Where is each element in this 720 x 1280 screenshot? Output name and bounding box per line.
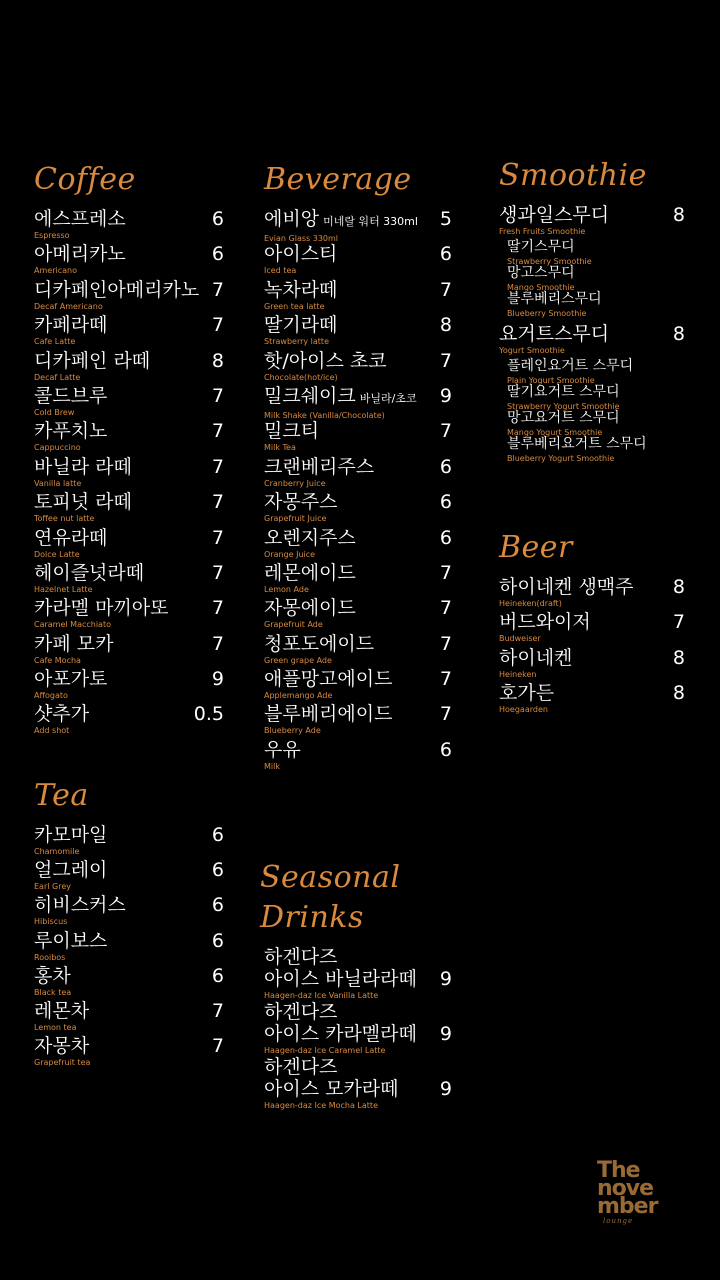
brand-logo: The nove mber lounge xyxy=(597,1158,658,1225)
menu-item xyxy=(34,527,224,562)
item-name-text: 버드와이저 xyxy=(499,611,591,634)
item-name-text: 자몽차 xyxy=(34,1035,90,1058)
item-english-name: Green grape Ade xyxy=(264,655,332,665)
item-name xyxy=(34,385,224,407)
item-name xyxy=(264,739,452,761)
item-price: 8 xyxy=(211,349,224,372)
item-english-name: Budweiser xyxy=(499,634,541,644)
item-name xyxy=(264,491,452,513)
smoothie-sub-item xyxy=(507,291,685,317)
item-name-text: 콜드브루 xyxy=(34,384,108,407)
item-name xyxy=(264,420,452,442)
item-english-name: Haagen-daz Ice Vanilla Latte xyxy=(264,991,379,1000)
item-english-name: Grapefruit tea xyxy=(34,1058,91,1068)
item-price: 7 xyxy=(439,349,452,372)
item-price: 9 xyxy=(439,1023,452,1045)
item-name xyxy=(499,576,685,598)
menu-item xyxy=(264,633,452,668)
menu-item xyxy=(34,633,224,668)
tea-title: Tea xyxy=(34,778,89,813)
item-name xyxy=(34,491,224,513)
item-price: 7 xyxy=(439,703,452,726)
menu-item xyxy=(499,576,685,611)
item-name-text: 헤이즐넛라떼 xyxy=(34,561,145,584)
item-name-text: 레몬에이드 xyxy=(264,561,356,584)
item-name-text: 샷추가 xyxy=(34,703,90,726)
item-price: 7 xyxy=(211,632,224,655)
item-price: 6 xyxy=(211,824,224,846)
menu-item xyxy=(34,243,224,278)
item-name-text: 카페 모카 xyxy=(34,632,114,655)
item-name-text: 자몽에이드 xyxy=(264,597,356,620)
item-english-name: Milk xyxy=(264,761,280,771)
item-name-text: 카모마일 xyxy=(34,824,108,846)
item-name-text: 연유라떼 xyxy=(34,526,108,549)
beer-list xyxy=(499,576,685,718)
beverage-title: Beverage xyxy=(264,162,412,197)
item-name xyxy=(264,703,452,725)
menu-item xyxy=(34,703,224,738)
item-price: 7 xyxy=(211,561,224,584)
menu-item xyxy=(34,965,224,1000)
item-name: 딸기요거트 스무디 xyxy=(507,384,620,400)
menu-item xyxy=(264,668,452,703)
item-price: 8 xyxy=(672,323,685,345)
item-name-text: 디카페인아메리카노 xyxy=(34,278,200,301)
item-name xyxy=(34,668,224,690)
item-name xyxy=(264,385,452,410)
item-name-line1: 하겐다즈 xyxy=(264,1001,338,1023)
smoothie-sub-list xyxy=(499,358,685,462)
beer-title: Beer xyxy=(499,530,573,565)
item-english-name: Haagen-daz Ice Caramel Latte xyxy=(264,1046,386,1055)
smoothie-sub-item xyxy=(507,358,685,384)
menu-item xyxy=(34,208,224,243)
item-english-name: Blueberry Smoothie xyxy=(507,309,587,318)
item-english-name: Yogurt Smoothie xyxy=(499,346,565,355)
item-english-name: Orange Juice xyxy=(264,549,316,559)
item-price: 9 xyxy=(439,384,452,407)
item-price: 7 xyxy=(672,611,685,634)
item-english-name: Add shot xyxy=(34,726,70,736)
item-name xyxy=(34,350,224,372)
menu-item xyxy=(34,668,224,703)
item-price: 8 xyxy=(672,576,685,598)
item-name-text: 토피넛 라떼 xyxy=(34,491,132,514)
item-name-text: 청포도에이드 xyxy=(264,632,375,655)
item-english-name: Strawberry latte xyxy=(264,337,329,347)
item-price: 9 xyxy=(211,668,224,691)
item-english-name: Decaf Latte xyxy=(34,372,81,382)
menu-item xyxy=(260,1056,452,1111)
menu-item xyxy=(34,491,224,526)
menu-item xyxy=(499,682,685,717)
item-price: 6 xyxy=(211,929,224,952)
item-english-name: Dolce Latte xyxy=(34,549,80,559)
item-name xyxy=(499,647,685,669)
item-english-name: Iced tea xyxy=(264,266,297,276)
tea-list xyxy=(34,824,224,1070)
smoothie-title: Smoothie xyxy=(499,158,647,193)
menu-item xyxy=(34,279,224,314)
item-english-name: Americano xyxy=(34,266,77,276)
menu-item xyxy=(34,314,224,349)
item-name xyxy=(34,243,224,265)
item-english-name: Lemon tea xyxy=(34,1022,77,1032)
item-name xyxy=(34,420,224,442)
menu-item xyxy=(260,946,452,1001)
item-name xyxy=(264,633,452,655)
item-english-name: Evian Glass 330ml xyxy=(264,234,339,243)
item-name: 딸기스무디 xyxy=(507,239,575,255)
menu-item xyxy=(264,314,452,349)
item-english-name: Fresh Fruits Smoothie xyxy=(499,227,586,236)
item-name-text: 밀크쉐이크 xyxy=(264,384,356,407)
smoothie-sub-list xyxy=(499,239,685,317)
menu-item xyxy=(499,611,685,646)
item-name xyxy=(264,527,452,549)
item-name xyxy=(34,894,224,916)
menu-item xyxy=(34,1000,224,1035)
item-price: 7 xyxy=(439,561,452,584)
item-name xyxy=(34,562,224,584)
item-price: 6 xyxy=(439,738,452,761)
item-english-name: Black tea xyxy=(34,987,72,997)
seasonal-title: Seasonal Drinks xyxy=(260,860,401,935)
menu-item xyxy=(499,647,685,682)
menu-item xyxy=(264,491,452,526)
smoothie-section xyxy=(499,156,685,468)
menu-item xyxy=(264,703,452,738)
item-price: 6 xyxy=(211,964,224,987)
item-name-text: 루이보스 xyxy=(34,929,108,952)
item-name-text: 에스프레소 xyxy=(34,208,126,230)
item-name xyxy=(34,633,224,655)
item-english-name: Affogato xyxy=(34,691,68,701)
item-english-name: Heineken(draft) xyxy=(499,599,562,608)
item-name xyxy=(499,611,685,633)
item-price: 9 xyxy=(439,968,452,990)
item-name-text: 카페라떼 xyxy=(34,314,108,337)
item-price: 7 xyxy=(439,668,452,691)
item-name-text: 자몽주스 xyxy=(264,491,338,514)
item-name xyxy=(34,597,224,619)
item-english-name: Espresso xyxy=(34,231,70,240)
item-price: 7 xyxy=(211,314,224,337)
menu-item xyxy=(34,894,224,929)
item-name-line1: 하겐다즈 xyxy=(264,946,338,968)
item-price: 6 xyxy=(439,243,452,266)
smoothie-list xyxy=(499,204,685,462)
item-english-name: Vanilla latte xyxy=(34,478,82,488)
menu-item xyxy=(34,824,224,859)
item-name xyxy=(264,243,452,265)
menu-item xyxy=(264,208,452,243)
item-name xyxy=(264,562,452,584)
item-name: 요거트스무디 xyxy=(499,323,610,345)
menu-item xyxy=(34,385,224,420)
item-name-text: 레몬차 xyxy=(34,999,90,1022)
item-english-name: Cranberry Juice xyxy=(264,478,326,488)
item-note: 미네랄 워터 330ml xyxy=(323,215,418,228)
item-price: 6 xyxy=(211,208,224,230)
item-name xyxy=(34,208,224,230)
item-english-name: Rooibos xyxy=(34,952,66,962)
item-name-text: 밀크티 xyxy=(264,420,320,443)
item-name xyxy=(34,859,224,881)
item-price: 5 xyxy=(439,208,452,230)
smoothie-sub-item xyxy=(507,384,685,410)
item-name-text: 카라멜 마끼아또 xyxy=(34,597,169,620)
item-name xyxy=(264,668,452,690)
item-name-text: 아포가토 xyxy=(34,668,108,691)
item-name xyxy=(34,456,224,478)
item-english-name: Strawberry Smoothie xyxy=(507,257,592,266)
menu-item xyxy=(34,562,224,597)
smoothie-group xyxy=(499,204,685,317)
item-english-name: Chamomile xyxy=(34,847,80,856)
item-price: 7 xyxy=(211,420,224,443)
item-name: 망고요거트 스무디 xyxy=(507,410,620,426)
item-name-text: 히비스커스 xyxy=(34,894,126,917)
item-name-text: 하이네켄 생맥주 xyxy=(499,576,634,598)
item-price: 7 xyxy=(439,632,452,655)
item-name xyxy=(34,314,224,336)
menu-item xyxy=(264,527,452,562)
item-name-text: 핫/아이스 초코 xyxy=(264,349,387,372)
item-name-text: 아메리카노 xyxy=(34,243,126,266)
item-name xyxy=(34,930,224,952)
item-english-name: Blueberry Ade xyxy=(264,726,321,736)
item-name-text: 크랜베리주스 xyxy=(264,455,375,478)
smoothie-sub-item xyxy=(507,265,685,291)
beverage-list xyxy=(264,208,452,774)
item-name-text: 바닐라 라떼 xyxy=(34,455,132,478)
menu-item xyxy=(260,1001,452,1056)
item-english-name: Lemon Ade xyxy=(264,584,309,594)
item-price: 6 xyxy=(439,526,452,549)
item-name-text: 카푸치노 xyxy=(34,420,108,443)
beverage-section xyxy=(264,160,452,774)
item-english-name: Cold Brew xyxy=(34,407,75,417)
item-price: 0.5 xyxy=(193,703,224,726)
menu-item xyxy=(34,350,224,385)
item-name xyxy=(264,314,452,336)
item-price: 6 xyxy=(211,894,224,917)
item-english-name: Plain Yogurt Smoothie xyxy=(507,376,595,385)
item-name xyxy=(264,279,452,301)
menu-item xyxy=(264,597,452,632)
item-english-name: Caramel Macchiato xyxy=(34,620,111,630)
tea-section xyxy=(34,776,224,1070)
item-english-name: Haagen-daz Ice Mocha Latte xyxy=(264,1101,378,1110)
menu-item xyxy=(34,1035,224,1070)
item-english-name: Earl Grey xyxy=(34,882,71,892)
smoothie-group xyxy=(499,323,685,462)
menu-item xyxy=(34,456,224,491)
item-price: 8 xyxy=(672,646,685,669)
item-price: 9 xyxy=(439,1078,452,1100)
item-name xyxy=(34,824,224,846)
item-price: 8 xyxy=(672,204,685,226)
item-price: 7 xyxy=(439,597,452,620)
menu-item xyxy=(264,562,452,597)
item-name xyxy=(34,279,224,301)
item-name-text: 블루베리에이드 xyxy=(264,703,393,726)
item-name-text: 호가든 xyxy=(499,682,555,705)
item-name xyxy=(264,208,452,233)
item-name-text: 녹차라떼 xyxy=(264,278,338,301)
item-english-name: Blueberry Yogurt Smoothie xyxy=(507,454,615,463)
item-name: 생과일스무디 xyxy=(499,204,610,226)
item-price: 8 xyxy=(439,314,452,337)
menu-item xyxy=(34,859,224,894)
smoothie-sub-item xyxy=(507,410,685,436)
item-name-text: 아이스티 xyxy=(264,243,338,266)
menu-item xyxy=(34,597,224,632)
coffee-title: Coffee xyxy=(34,162,136,197)
item-english-name: Grapefruit Ade xyxy=(264,620,323,630)
seasonal-section xyxy=(260,858,452,1111)
menu-item xyxy=(34,930,224,965)
item-name-line2: 아이스 바닐라라떼 xyxy=(264,968,417,990)
item-name: 플레인요거트 스무디 xyxy=(507,358,634,374)
item-english-name: Milk Shake (Vanilla/Chocolate) xyxy=(264,410,385,420)
item-price: 7 xyxy=(211,1035,224,1058)
menu-item xyxy=(264,420,452,455)
item-english-name: Mango Yogurt Smoothie xyxy=(507,428,603,437)
item-price: 6 xyxy=(439,455,452,478)
coffee-list xyxy=(34,208,224,739)
item-english-name: Strawberry Yogurt Smoothie xyxy=(507,402,620,411)
item-name: 블루베리스무디 xyxy=(507,291,602,307)
item-english-name: Toffee nut latte xyxy=(34,514,95,524)
item-english-name: Chocolate(hot/ice) xyxy=(264,372,338,382)
menu-item xyxy=(264,279,452,314)
item-name: 블루베리요거트 스무디 xyxy=(507,436,647,452)
item-note: 바닐라/초코 xyxy=(359,391,417,405)
item-price: 7 xyxy=(211,384,224,407)
item-name-text: 에비앙 xyxy=(264,208,320,230)
item-english-name: Heineken xyxy=(499,669,537,679)
item-name-text: 딸기라떼 xyxy=(264,314,338,337)
item-name xyxy=(264,456,452,478)
item-name-line2: 아이스 모카라떼 xyxy=(264,1078,399,1100)
item-price: 7 xyxy=(439,278,452,301)
item-name-line2: 아이스 카라멜라떼 xyxy=(264,1023,417,1045)
item-english-name: Hibiscus xyxy=(34,917,68,927)
item-english-name: Milk Tea xyxy=(264,443,296,453)
item-english-name: Cafe Mocha xyxy=(34,655,81,665)
item-name-text: 디카페인 라떼 xyxy=(34,349,151,372)
item-name xyxy=(264,350,452,372)
item-name xyxy=(499,682,685,704)
item-name xyxy=(264,597,452,619)
menu-item xyxy=(264,243,452,278)
item-price: 6 xyxy=(211,243,224,266)
item-price: 7 xyxy=(211,999,224,1022)
item-name xyxy=(34,527,224,549)
item-price: 8 xyxy=(672,682,685,705)
item-name-text: 얼그레이 xyxy=(34,859,108,882)
item-name-text: 우유 xyxy=(264,738,301,761)
menu-item xyxy=(264,385,452,420)
item-name-line1: 하겐다즈 xyxy=(264,1056,338,1078)
beer-section xyxy=(499,528,685,718)
menu-item xyxy=(264,739,452,774)
item-english-name: Cafe Latte xyxy=(34,337,76,347)
item-price: 7 xyxy=(211,278,224,301)
smoothie-sub-item xyxy=(507,239,685,265)
item-name xyxy=(34,965,224,987)
item-price: 7 xyxy=(211,491,224,514)
item-price: 7 xyxy=(211,455,224,478)
item-price: 6 xyxy=(211,859,224,882)
item-english-name: Decaf Americano xyxy=(34,301,103,311)
item-english-name: Mango Smoothie xyxy=(507,283,575,292)
item-english-name: Grapefruit Juice xyxy=(264,514,327,524)
item-price: 7 xyxy=(439,420,452,443)
item-name-text: 애플망고에이드 xyxy=(264,668,393,691)
item-english-name: Hoegaarden xyxy=(499,705,548,715)
item-name-text: 홍차 xyxy=(34,964,71,987)
item-name: 망고스무디 xyxy=(507,265,575,281)
menu-item xyxy=(34,420,224,455)
item-english-name: Hazelnet Latte xyxy=(34,584,93,594)
menu-item xyxy=(264,456,452,491)
coffee-section xyxy=(34,160,224,739)
item-name xyxy=(34,1000,224,1022)
item-english-name: Applemango Ade xyxy=(264,691,333,701)
menu-item xyxy=(264,350,452,385)
item-price: 7 xyxy=(211,526,224,549)
item-english-name: Green tea latte xyxy=(264,301,325,311)
item-price: 6 xyxy=(439,491,452,514)
item-english-name: Cappuccino xyxy=(34,443,81,453)
item-price: 7 xyxy=(211,597,224,620)
seasonal-list xyxy=(260,946,452,1111)
smoothie-sub-item xyxy=(507,436,685,462)
item-name-text: 오렌지주스 xyxy=(264,526,356,549)
item-name xyxy=(34,1035,224,1057)
item-name-text: 하이네켄 xyxy=(499,646,573,669)
